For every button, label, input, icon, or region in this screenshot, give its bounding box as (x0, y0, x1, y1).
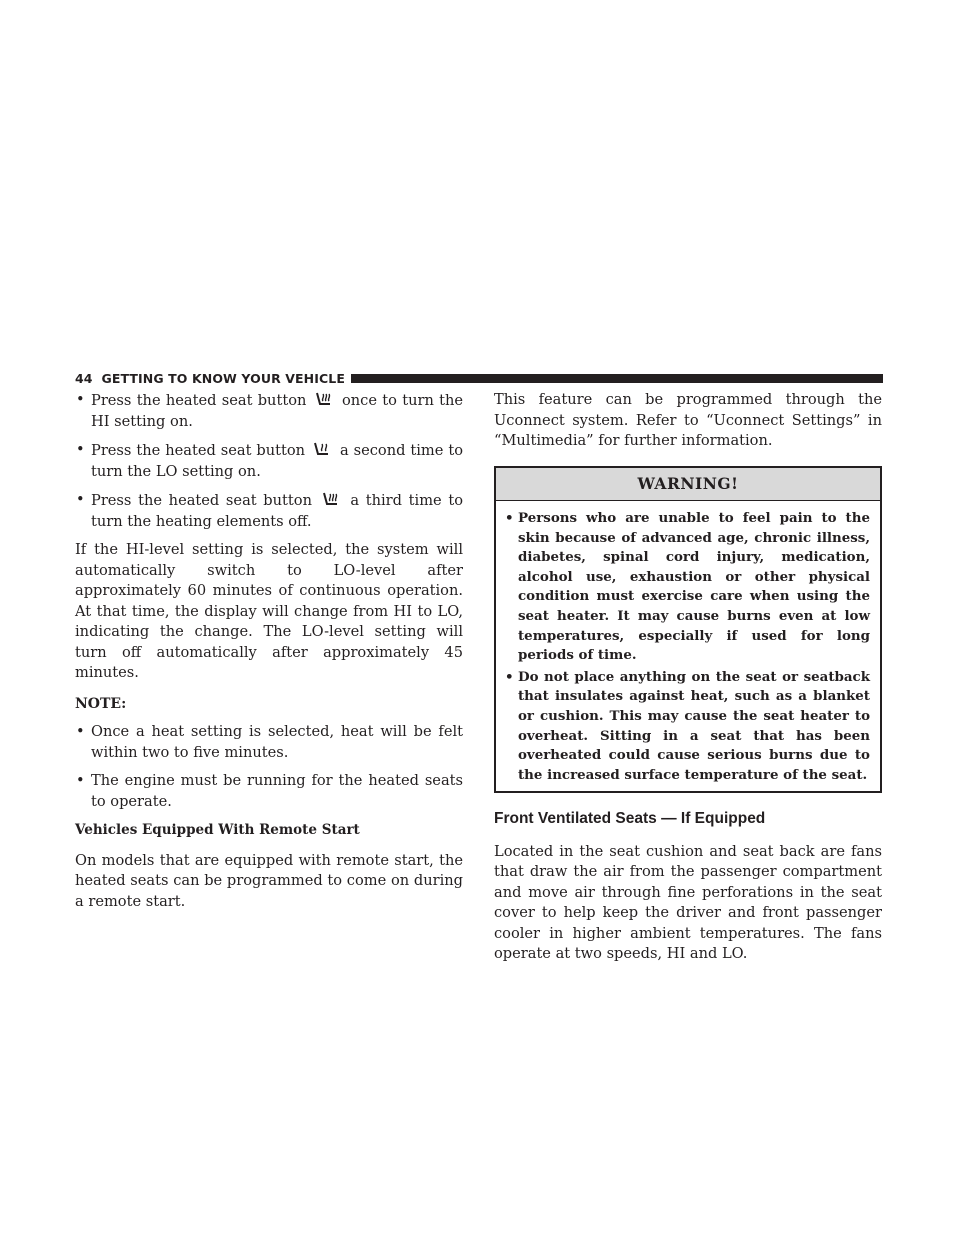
bullet: • (76, 723, 85, 740)
list-item (75, 390, 463, 432)
page-header (75, 370, 883, 386)
page-header-text (75, 371, 345, 386)
note-label: NOTE: (75, 695, 127, 712)
heated-seat-steps (75, 390, 463, 532)
note-text: Once a heat setting is selected, heat will be felt within two to five minutes. (91, 723, 463, 761)
note-text: The engine must be running for the heated seats to operate. (91, 772, 463, 810)
right-column (494, 390, 882, 975)
section-title: GETTING TO KNOW YOUR VEHICLE (101, 370, 345, 386)
ventilated-paragraph: Located in the seat cushion and seat back are fans that draw the air from the passenger compartment and move air through fine perforations in the seat cover to help keep the driver and front passenger cooler in higher ambient temperatures. The fans operate at two speeds, HI and LO. (494, 842, 882, 963)
list-item (75, 490, 463, 532)
list-item (504, 668, 870, 786)
remote-start-paragraph: On models that are equipped with remote start, the heated seats can be programmed to come on during a remote start. (75, 851, 463, 910)
remote-start-subheading: Vehicles Equipped With Remote Start (75, 822, 360, 838)
bullet: • (76, 491, 85, 508)
list-item (75, 722, 463, 763)
bullet: • (505, 668, 514, 685)
step-text-after: a third time to turn the heating elements off. (91, 492, 463, 530)
warning-box (494, 466, 882, 794)
bullet: • (76, 441, 85, 458)
uconnect-paragraph: This feature can be programmed through the Uconnect system. Refer to “Uconnect Settings” in “Multimedia” for further information. (494, 391, 882, 449)
bullet: • (505, 510, 514, 526)
list-item (75, 771, 463, 812)
bullet: • (76, 772, 85, 789)
step-text-before: Press the heated seat button (91, 492, 312, 509)
hi-level-paragraph: If the HI-level setting is selected, the system will automatically switch to LO-level after approximately 60 minutes of continuous operation. At that time, the display will change from HI to LO, indicating the change. The LO-level setting will turn off automatically after approximately 45 minutes. (75, 541, 463, 681)
step-text-before: Press the heated seat button (91, 442, 306, 459)
heated-seat-icon (314, 390, 334, 408)
step-text-after: once to turn the HI setting on. (91, 392, 464, 430)
warning-title: WARNING! (496, 468, 880, 502)
note-list (75, 722, 463, 812)
heated-seat-icon (312, 440, 332, 458)
warning-body (496, 501, 880, 791)
header-rule (351, 374, 883, 383)
list-item (75, 440, 463, 482)
step-text-after: a second time to turn the LO setting on. (91, 442, 463, 480)
section-heading: Front Ventilated Seats — If Equipped (494, 810, 766, 828)
bullet: • (76, 391, 85, 408)
warning-text: Persons who are unable to feel pain to the skin because of advanced age, chronic illness, diabetes, spinal cord injury, medication, alcohol use, exhaustion or other physical condition must exercise care when using the seat heater. It may cause burns even at low temperatures, especially if used for long periods of time. (518, 510, 870, 664)
warning-list (504, 509, 870, 785)
warning-text: Do not place anything on the seat or seatback that insulates against heat, such as a blanket or cushion. This may cause the seat heater to overheat. Sitting in a seat that has been overheated could cause serious burns due to the increased surface temperature of the seat. (518, 668, 870, 783)
list-item (504, 509, 870, 666)
step-text-before: Press the heated seat button (91, 392, 307, 409)
heated-seat-icon (321, 490, 341, 508)
page-number: 44 (75, 370, 93, 386)
left-column (75, 390, 463, 922)
